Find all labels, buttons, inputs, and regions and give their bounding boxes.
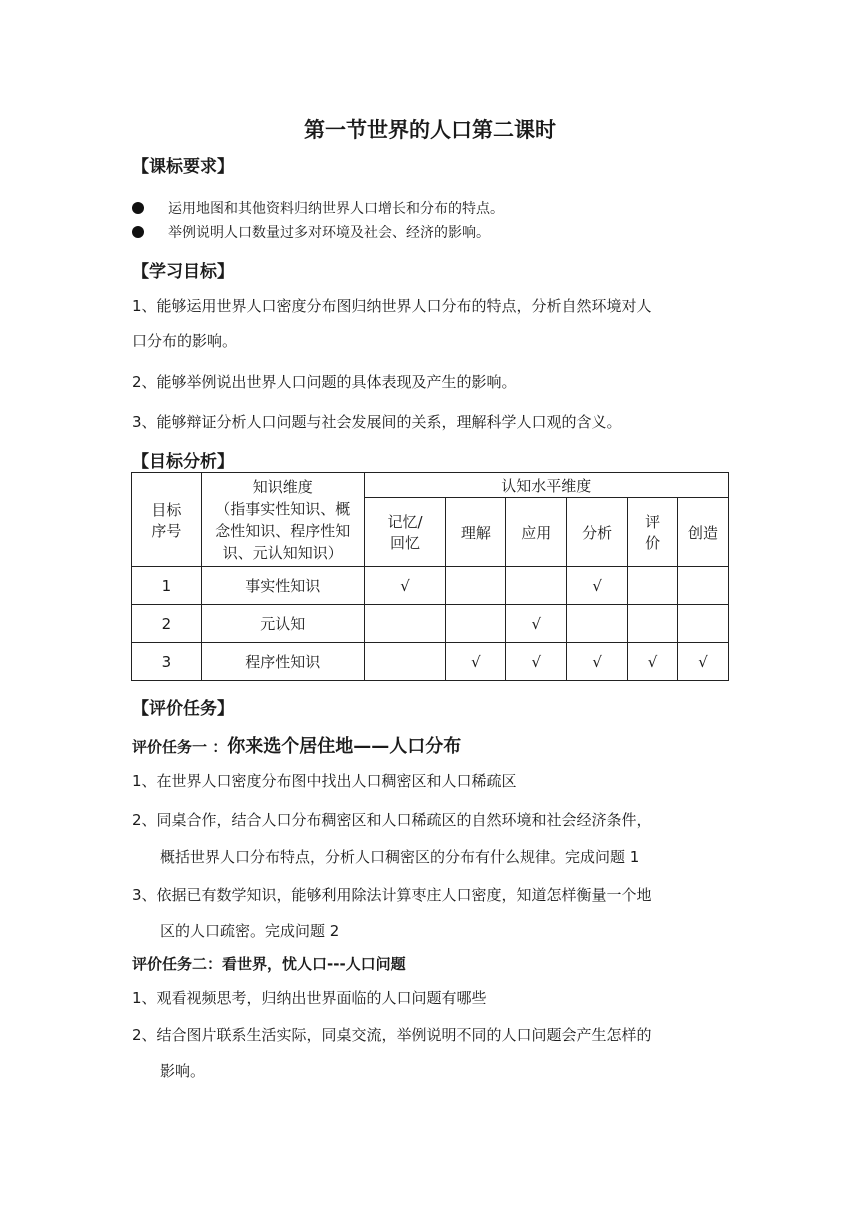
check-mark [567,605,628,643]
header-knowledge-line-2: （指事实性知识、概 [215,499,351,518]
check-mark [364,643,446,681]
task1-item-3-line-2: 区的人口疏密。完成问题 2 [160,922,340,940]
row-knowledge: 程序性知识 [201,643,364,681]
level-evaluate-line-1: 评 [645,513,661,531]
task1-item-3-line-1: 3、依据已有数学知识，能够利用除法计算枣庄人口密度，知道怎样衡量一个地 [132,886,652,904]
table-row [132,567,729,605]
bullet-icon [132,202,144,214]
task1-item-2-line-1: 2、同桌合作，结合人口分布稠密区和人口稀疏区的自然环境和社会经济条件， [132,811,652,829]
page-title: 第一节世界的人口第二课时 [304,118,556,142]
goal-analysis-table [131,472,729,681]
task2-item-2-line-2: 影响。 [160,1062,206,1080]
bullet-text: 举例说明人口数量过多对环境及社会、经济的影响。 [168,225,490,241]
task1-item-2-line-2: 概括世界人口分布特点，分析人口稠密区的分布有什么规律。完成问题 1 [160,848,640,866]
task1-prefix: 评价任务一 ： [132,738,228,756]
level-remember-line-2: 回忆 [390,534,421,552]
table-header-row [132,473,729,498]
task1-heading [132,732,461,758]
header-seq-line-2: 序号 [151,521,182,540]
check-mark [678,567,729,605]
objective-1-line-1: 1、能够运用世界人口密度分布图归纳世界人口分布的特点，分析自然环境对人 [132,297,652,315]
header-knowledge-line-3: 念性知识、程序性知 [215,521,351,540]
check-mark: √ [628,643,678,681]
check-mark [628,567,678,605]
level-create-label: 创造 [688,523,719,542]
level-apply [506,498,567,567]
level-evaluate-line-2: 价 [645,534,661,552]
header-knowledge-line-1: 知识维度 [252,477,313,496]
level-remember [364,498,446,567]
level-apply-label: 应用 [521,523,552,542]
standards-bullet-2 [132,222,490,242]
objective-2: 2、能够举例说出世界人口问题的具体表现及产生的影响。 [132,373,517,391]
check-mark: √ [506,605,567,643]
standards-heading: 【课标要求】 [132,157,234,177]
analysis-heading: 【目标分析】 [132,452,234,472]
check-mark [628,605,678,643]
check-mark: √ [364,567,446,605]
table-row [132,643,729,681]
objectives-heading: 【学习目标】 [132,262,234,282]
task1-item-1: 1、在世界人口密度分布图中找出人口稠密区和人口稀疏区 [132,772,517,790]
check-mark: √ [506,643,567,681]
level-create [678,498,729,567]
check-mark: √ [678,643,729,681]
check-mark: √ [567,643,628,681]
level-remember-line-1: 记忆/ [387,513,423,531]
check-mark [506,567,567,605]
bullet-text: 运用地图和其他资料归纳世界人口增长和分布的特点。 [168,201,504,217]
objective-3: 3、能够辩证分析人口问题与社会发展间的关系，理解科学人口观的含义。 [132,413,622,431]
tasks-heading: 【评价任务】 [132,699,234,719]
table-row [132,605,729,643]
standards-bullet-1 [132,198,504,218]
level-analyze [567,498,628,567]
task2-heading: 评价任务二：看世界，忧人口---人口问题 [132,955,406,973]
check-mark: √ [446,643,506,681]
check-mark [678,605,729,643]
bullet-icon [132,226,144,238]
check-mark [446,605,506,643]
row-knowledge: 事实性知识 [201,567,364,605]
header-knowledge-cell [201,473,364,567]
level-analyze-label: 分析 [582,523,613,542]
level-evaluate [628,498,678,567]
header-cognitive-cell: 认知水平维度 [364,473,728,498]
level-understand [446,498,506,567]
objective-1-line-2: 口分布的影响。 [132,332,238,350]
header-seq-cell [132,473,202,567]
task2-item-2-line-1: 2、结合图片联系生活实际，同桌交流，举例说明不同的人口问题会产生怎样的 [132,1026,652,1044]
task2-item-1: 1、观看视频思考，归纳出世界面临的人口问题有哪些 [132,989,487,1007]
row-number: 1 [132,567,202,605]
check-mark [446,567,506,605]
check-mark [364,605,446,643]
row-number: 2 [132,605,202,643]
header-knowledge-line-4: 识、元认知知识） [222,543,343,562]
row-number: 3 [132,643,202,681]
task1-title: 你来选个居住地——人口分布 [227,736,462,757]
header-seq-line-1: 目标 [151,500,182,519]
level-understand-label: 理解 [460,523,491,542]
check-mark: √ [567,567,628,605]
row-knowledge: 元认知 [201,605,364,643]
